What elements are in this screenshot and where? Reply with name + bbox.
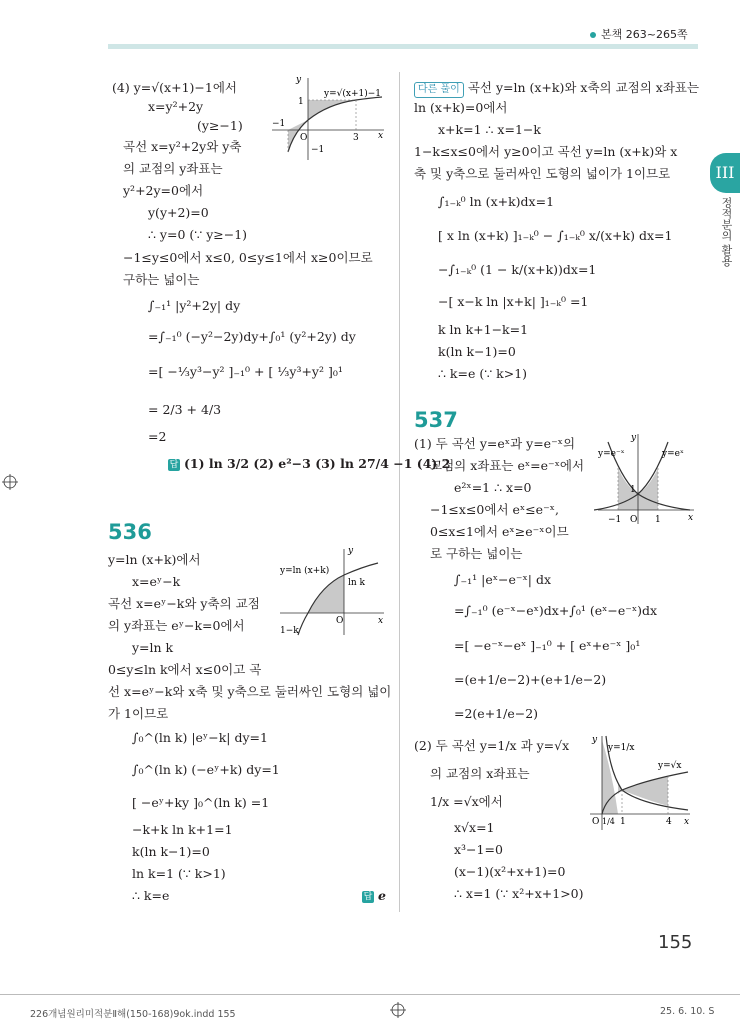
answer-mark: 답 xyxy=(169,459,179,470)
math-line: ∫₁₋ₖ⁰ ln (x+k)dx=1 xyxy=(438,194,555,209)
alt-text: 곡선 y=ln (x+k)와 x축의 교점의 x좌표는 xyxy=(467,80,700,95)
answer-row xyxy=(362,888,386,904)
tick-label: 4 xyxy=(666,817,672,827)
math-line: =(e+1/e−2)+(e+1/e−2) xyxy=(454,672,607,687)
text-line: 의 교점의 y좌표는 xyxy=(123,161,223,176)
axis-label-x: x xyxy=(378,616,384,626)
tick-label: −1 xyxy=(272,119,286,129)
math-line: k(ln k−1)=0 xyxy=(438,344,516,359)
header-bar xyxy=(108,44,698,49)
answer-row xyxy=(168,456,450,472)
math-line: −[ x−k ln |x+k| ]₁₋ₖ⁰ =1 xyxy=(438,294,589,309)
text-line: (2) 두 곡선 y=1/x 과 y=√x xyxy=(414,738,570,753)
tick-label: O xyxy=(300,133,308,143)
math-line: =2(e+1/e−2) xyxy=(454,706,539,721)
text-line: e²ˣ=1 ∴ x=0 xyxy=(454,480,532,495)
text-line: x=y²+2y xyxy=(148,99,204,114)
registration-mark-icon xyxy=(390,1002,406,1018)
curve-label: y=ln (x+k) xyxy=(280,566,330,576)
column-divider xyxy=(399,72,400,912)
math-line: ∴ k=e xyxy=(132,888,170,903)
text-line: 곡선 x=y²+2y와 y축 xyxy=(123,139,242,154)
text-line: 0≤y≤ln k에서 x≤0이고 곡 xyxy=(108,662,262,677)
header-ref-text: 본책 263~265쪽 xyxy=(601,28,688,41)
tick-label: 1−k xyxy=(280,626,299,636)
text-line: 축 및 y축으로 둘러싸인 도형의 넓이가 1이므로 xyxy=(414,166,671,181)
math-line: [ x ln (x+k) ]₁₋ₖ⁰ − ∫₁₋ₖ⁰ x/(x+k) dx=1 xyxy=(438,228,673,243)
math-line: [ −eʸ+ky ]₀^(ln k) =1 xyxy=(132,795,270,810)
tick-label: 1 xyxy=(620,817,626,827)
chapter-tab: III xyxy=(710,153,740,193)
answer-mark: 답 xyxy=(363,891,373,902)
math-line: k ln k+1−k=1 xyxy=(438,322,529,337)
footer-date: 25. 6. 10. S xyxy=(660,1006,715,1017)
curve-label: y=1/x xyxy=(608,743,635,753)
curve-label: y=eˣ xyxy=(662,449,684,459)
shaded-region xyxy=(638,468,658,510)
tick-label: 1 xyxy=(630,485,636,495)
tick-label: 3 xyxy=(353,133,359,143)
text-line: 교점의 x좌표는 eˣ=e⁻ˣ에서 xyxy=(430,458,585,473)
text-line: 0≤x≤1에서 eˣ≥e⁻ˣ이므 xyxy=(430,524,569,539)
bullet-icon xyxy=(590,32,596,38)
math-line: 1/x =√x에서 xyxy=(430,794,503,809)
header-ref xyxy=(590,26,688,42)
text-line xyxy=(414,80,699,98)
tick-label: ln k xyxy=(348,578,365,588)
text-line: (4) y=√(x+1)−1에서 xyxy=(112,80,237,95)
axis-label-y: y xyxy=(631,433,637,443)
math-line: −k+k ln k+1=1 xyxy=(132,822,233,837)
axis-label-y: y xyxy=(348,546,354,556)
math-line: =∫₋₁⁰ (−y²−2y)dy+∫₀¹ (y²+2y) dy xyxy=(148,329,356,344)
text-line: 로 구하는 넓이는 xyxy=(430,546,523,561)
graph-ln xyxy=(272,545,390,637)
graph-exp xyxy=(594,430,698,526)
tick-label: −1 xyxy=(311,145,325,155)
text-line: −1≤y≤0에서 x≤0, 0≤y≤1에서 x≥0이므로 xyxy=(123,250,373,265)
text-line: y²+2y=0에서 xyxy=(123,183,204,198)
math-line: ∫₀^(ln k) |eʸ−k| dy=1 xyxy=(132,730,268,745)
footer-file: 226개념원리미적분Ⅱ해(150-168)9ok.indd 155 xyxy=(30,1009,236,1020)
text-line: −1≤x≤0에서 eˣ≤e⁻ˣ, xyxy=(430,502,559,517)
axis-label-y: y xyxy=(592,735,598,745)
tick-label: O xyxy=(592,817,600,827)
math-line: x√x=1 xyxy=(454,820,495,835)
graph-recip-sqrt xyxy=(580,732,694,842)
problem-number: 537 xyxy=(414,408,458,432)
alt-solution-tag: 다른 풀이 xyxy=(414,82,464,98)
problem-number: 536 xyxy=(108,520,152,544)
tick-label: 1/4 xyxy=(602,817,615,826)
math-line: =2 xyxy=(148,429,167,444)
math-line: ∫₀^(ln k) (−eʸ+k) dy=1 xyxy=(132,762,280,777)
page-number: 155 xyxy=(658,932,693,953)
chapter-label: 정적분의 활용 xyxy=(720,197,733,267)
tick-label: −1 xyxy=(608,515,622,525)
shaded-region xyxy=(308,575,344,613)
math-line: ∴ k=e (∵ k>1) xyxy=(438,366,528,381)
math-line: =[ −⅓y³−y² ]₋₁⁰ + [ ⅓y³+y² ]₀¹ xyxy=(148,364,343,379)
text-line: y(y+2)=0 xyxy=(148,205,209,220)
curve-label: y=√x xyxy=(658,761,682,771)
graph-sqrt xyxy=(262,72,390,162)
shaded-region xyxy=(308,100,356,120)
math-line: =∫₋₁⁰ (e⁻ˣ−eˣ)dx+∫₀¹ (eˣ−e⁻ˣ)dx xyxy=(454,603,658,618)
math-line: (x−1)(x²+x+1)=0 xyxy=(454,864,566,879)
text-line: 구하는 넓이는 xyxy=(123,272,200,287)
text-line: y=ln k xyxy=(132,640,174,655)
tick-label: O xyxy=(336,616,344,626)
text-line: (1) 두 곡선 y=eˣ과 y=e⁻ˣ의 xyxy=(414,436,576,451)
math-line: =[ −e⁻ˣ−eˣ ]₋₁⁰ + [ eˣ+e⁻ˣ ]₀¹ xyxy=(454,638,641,653)
text-line: 의 교점의 x좌표는 xyxy=(430,766,530,781)
math-line: −∫₁₋ₖ⁰ (1 − k/(x+k))dx=1 xyxy=(438,262,597,277)
text-line: x=eʸ−k xyxy=(132,574,181,589)
text-line: (y≥−1) xyxy=(197,118,243,133)
axis-label-x: x xyxy=(684,817,690,827)
text-line: y=ln (x+k)에서 xyxy=(108,552,201,567)
text-line: 곡선 x=eʸ−k와 y축의 교점 xyxy=(108,596,260,611)
math-line: ∫₋₁¹ |y²+2y| dy xyxy=(148,298,241,313)
text-line: 가 1이므로 xyxy=(108,706,169,721)
axis-label-x: x xyxy=(688,513,694,523)
math-line: ∫₋₁¹ |eˣ−e⁻ˣ| dx xyxy=(454,572,552,587)
math-line: = 2/3 + 4/3 xyxy=(148,402,222,417)
text-line: 선 x=eʸ−k와 x축 및 y축으로 둘러싸인 도형의 넓이 xyxy=(108,684,392,699)
answer-text: e xyxy=(377,888,386,903)
answer-text: (1) ln 3/2 (2) e²−3 (3) ln 27/4 −1 (4) 2 xyxy=(183,456,451,471)
math-line: k(ln k−1)=0 xyxy=(132,844,210,859)
tick-label: 1 xyxy=(298,97,304,107)
text-line: 1−k≤x≤0에서 y≥0이고 곡선 y=ln (x+k)와 x xyxy=(414,144,678,159)
text-line: x+k=1 ∴ x=1−k xyxy=(438,122,541,137)
text-line: ∴ y=0 (∵ y≥−1) xyxy=(148,227,248,242)
registration-mark-icon xyxy=(2,474,18,490)
math-line: x³−1=0 xyxy=(454,842,503,857)
curve-label: y=√(x+1)−1 xyxy=(324,89,381,99)
math-line: ∴ x=1 (∵ x²+x+1>0) xyxy=(454,886,584,901)
axis-label-x: x xyxy=(378,131,384,141)
math-line: ln k=1 (∵ k>1) xyxy=(132,866,226,881)
axis-label-y: y xyxy=(296,75,302,85)
footer-rule xyxy=(0,994,740,995)
curve-label: y=e⁻ˣ xyxy=(598,449,625,459)
tick-label: 1 xyxy=(655,515,661,525)
text-line: 의 y좌표는 eʸ−k=0에서 xyxy=(108,618,245,633)
tick-label: O xyxy=(630,515,638,525)
text-line: ln (x+k)=0에서 xyxy=(414,100,508,115)
